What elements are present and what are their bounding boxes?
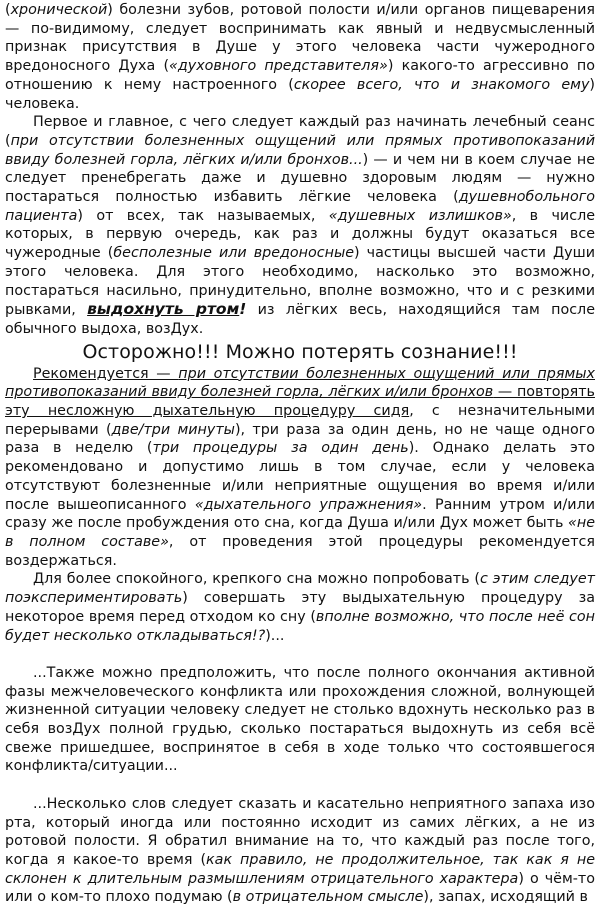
paragraph-sleep: Для более спокойного, крепкого сна можно попробовать (с этим следует поэкспериментировать) совершать эту выдыхательную процедуру за некоторое время перед отходом ко сну (вполне возможно, что после неё сон будет несколько откладываться!?)... bbox=[5, 571, 595, 644]
warning-heading: Осторожно!!! Можно потерять сознание!!! bbox=[82, 340, 518, 363]
paragraph-breath-odor: ...Несколько слов следует сказать и касательно неприятного запаха изо рта, который иногда или постоянно исходит из самих лёгких, а не из ротовой полости. Я обратил внимание на то, что каждый раз после того, когда я какое-то время (как правило, не продолжительное, так как я не склонен к длительным размышлениям отрицательного характера) о чём-то или о ком-то плохо подумаю (в отрицательном смысле), запах, исходящий в bbox=[5, 795, 595, 906]
exhale-emphasis: выдохнуть ртом bbox=[87, 300, 240, 319]
paragraph-chronic-disease: (хронической) болезни зубов, ротовой полости и/или органов пищеварения — по-видимому, следует воспринимать как явный и недвусмысленный признак присутствия в Душе у этого человека части чужеродного вредоносного Духа («духовного представителя») какого-то агрессивно по отношению к нему настроенного (скорее всего, что и знакомого ему) человека. bbox=[5, 2, 595, 112]
paragraph-recommendation: Рекомендуется — при отсутствии болезненных ощущений или прямых противопоказаний ввиду болезней горла, лёгких и/или бронхов — повторять эту несложную дыхательную процедуру сидя, с незначительными перерывами (две/три минуты), три раза за один день, но не чаще одного раза в неделю (три процедуры за один день). Однако делать это рекомендовано и допустимо лишь в том случае, если у человека отсутствуют болезненные и/или неприятные ощущения во время и/или после вышеописанного «дыхательного упражнения». Ранним утром и/или сразу же после пробуждения ото сна, когда Душа и/или Дух может быть «не в полном составе», от проведения этой процедуры рекомендуется воздержаться. bbox=[5, 365, 596, 569]
paragraph-conflict: ...Также можно предположить, что после полного окончания активной фазы межчеловеческого конфликта или прохождения сложной, волнующей жизненной ситуации человеку следует не столько вдохнуть несколько раз в себя возДух полной грудью, сколько постараться выдохнуть из себя всё свеже пришедшее, воспринятое в себя в ходе только что состоявшегося конфликта/ситуации... bbox=[5, 664, 595, 775]
paragraph-first-and-main: Первое и главное, с чего следует каждый раз начинать лечебный сеанс (при отсутствии болезненных ощущений или прямых противопоказаний ввиду болезней горла, лёгких и/или бронхов...) — и чем ни в коем случае не следует пренебрегать даже и душевно здоровым людям — нужно постараться полностью избавить лёгкие человека (душевнобольного пациента) от всех, так называемых, «душевных излишков», в числе которых, в первую очередь, как раз и должны будут оказаться все чужеродные (бесполезные или вредоносные) частицы высшей части Души этого человека. Для этого необходимо, насколько это возможно, постараться насильно, принудительно, вполне возможно, что и с резкими рывками, выдохнуть ртом! из лёгких весь, находящийся там после обычного выдоха, возДух. bbox=[5, 114, 596, 337]
